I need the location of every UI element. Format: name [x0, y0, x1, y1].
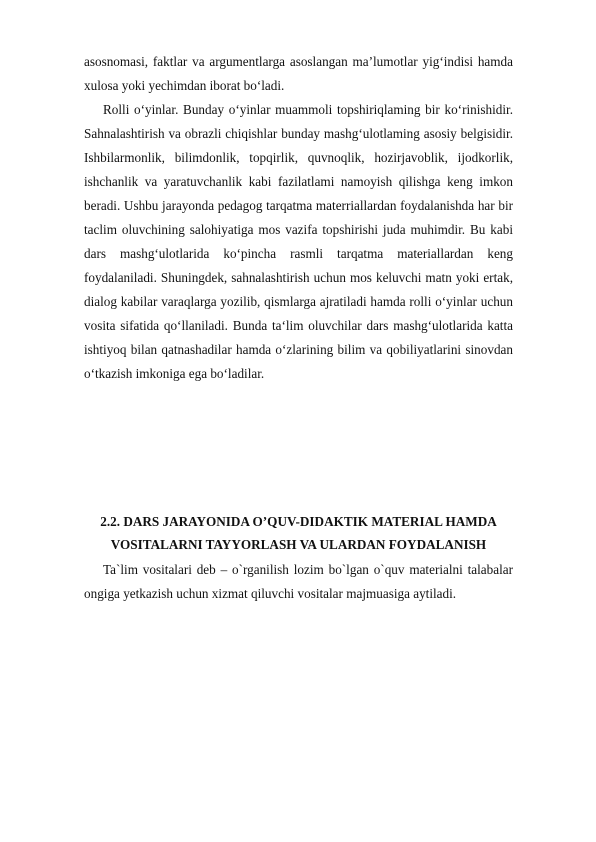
paragraph-rolli-oyinlar: Rolli o‘yinlar. Bunday o‘yinlar muammoli topshiriqlaming bir ko‘rinishidir. Sahnalashtirish va obrazli chiqishlar bunday mashg‘ulotlaming asosiy belgisidir. Ishbilarmonlik, bilimdonlik, topqirlik, quvnoqlik, hozirjavoblik, ijodkorlik, ishchanlik va yaratuvchanlik kabi fazilatlami namoyish qilishga keng imkon beradi. Ushbu jarayonda pedagog tarqatma materriallardan foydalanishda har bir taclim oluvchining salohiyatiga mos vazifa topshirishi juda muhimdir. Bu kabi dars mashg‘ulotlarida ko‘pincha rasmli tarqatma materiallardan keng foydalaniladi. Shuningdek, sahnalashtirish uchun mos keluvchi matn yoki ertak, dialog kabilar varaqlarga yozilib, qismlarga ajratiladi hamda rolli o‘yinlar uchun vosita sifatida qo‘llaniladi. Bunda ta‘lim oluvchilar dars mashg‘ulotlarida katta ishtiyoq bilan qatnashadilar hamda o‘zlarining bilim va qobiliyatlarini sinovdan o‘tkazish imkoniga ega bo‘ladilar.: [84, 102, 513, 381]
section-heading-line-1: 2.2. DARS JARAYONIDA O’QUV-DIDAKTIK MATERIAL HAMDA: [100, 514, 497, 529]
section-2-2: [84, 510, 513, 606]
paragraph-continuation: asosnomasi, faktlar va argumentlarga asoslangan ma’lumotlar yig‘indisi hamda xulosa yoki yechimdan iborat bo‘ladi.: [84, 54, 513, 93]
paragraph-talim-vositalari: Ta`lim vositalari deb – o`rganilish lozim bo`lgan o`quv materialni talabalar ongiga yetkazish uchun xizmat qiluvchi vositalar majmuasiga aytiladi.: [84, 562, 513, 601]
section-heading-line-2: VOSITALARNI TAYYORLASH VA ULARDAN FOYDALANISH: [110, 537, 487, 552]
body-text-top: [84, 50, 513, 386]
